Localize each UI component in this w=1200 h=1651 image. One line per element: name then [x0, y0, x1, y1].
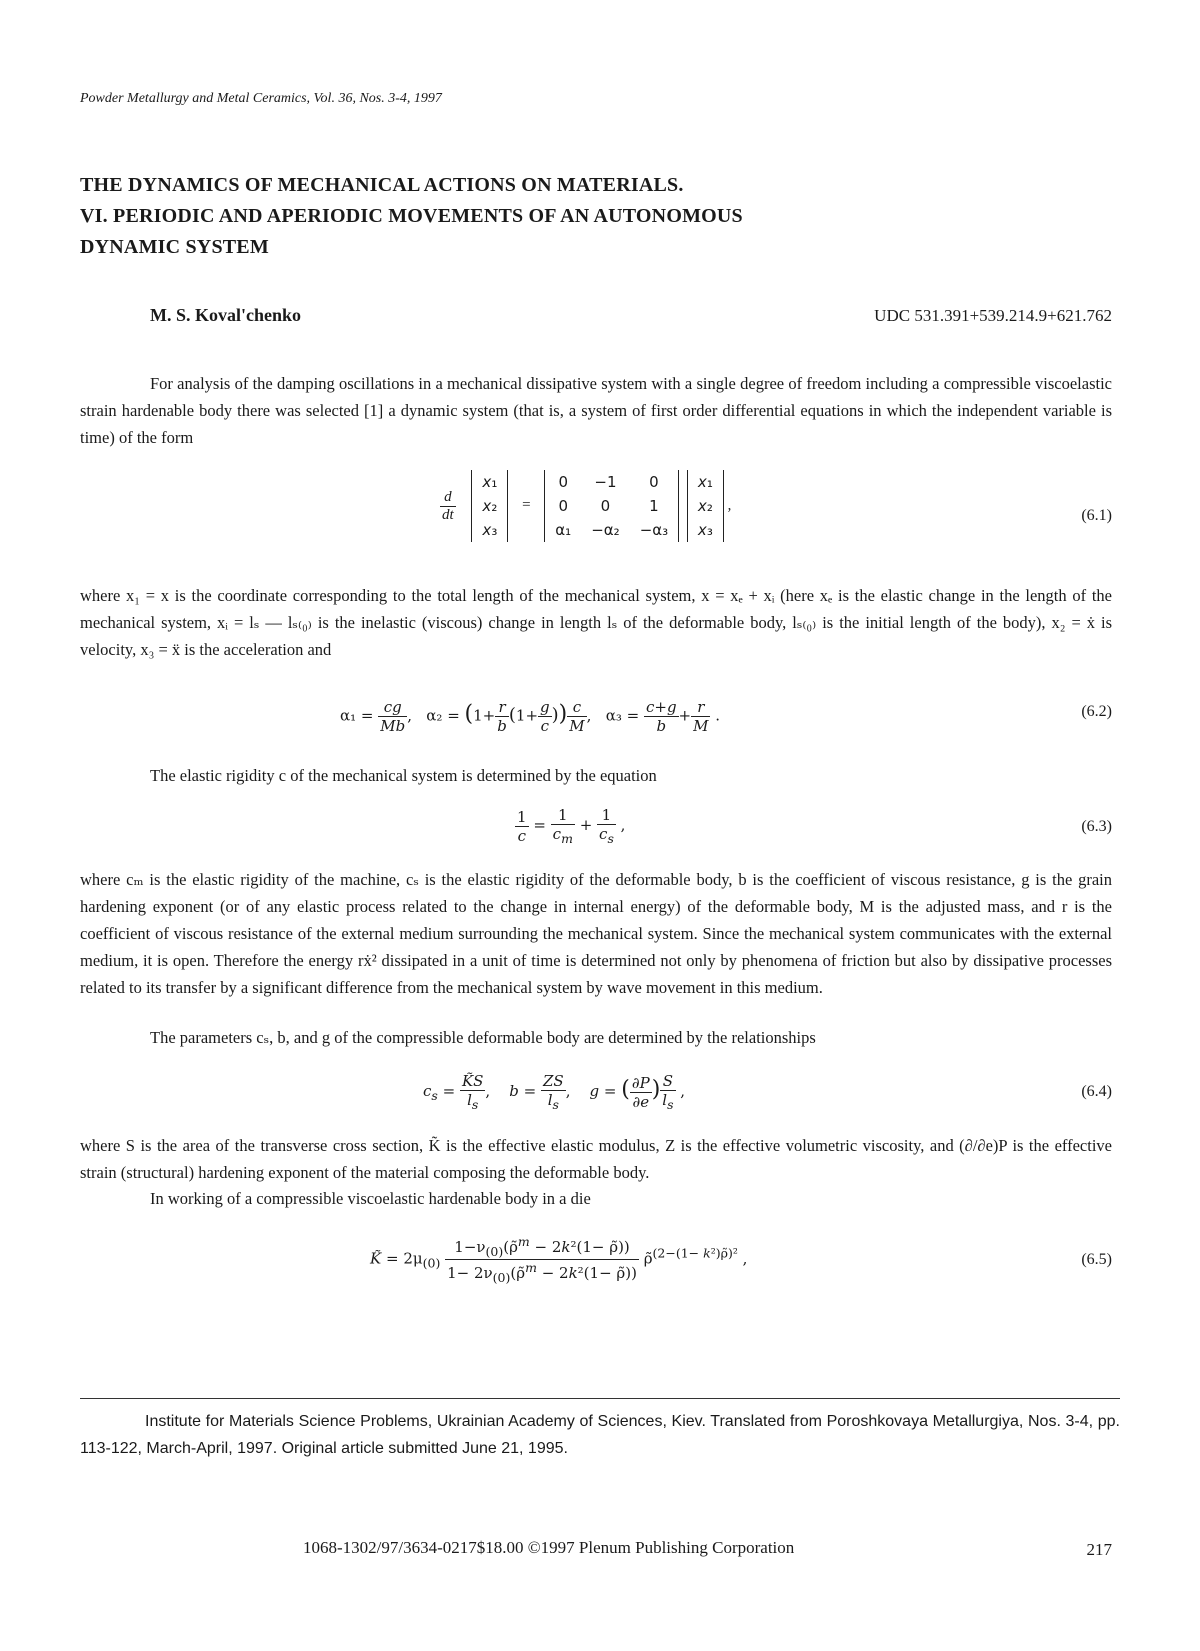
equation-6-5: K̃ = $2\mu_{(0)}$ $\frac{1-\nu_{(0)}(\rhõ^m - 2k^2(1- \rhõ))}{1- 2\nu_{(0)}(\rhõ^m - 2k^2(1- \rhõ))}$ ρ̃$^{(2-(1- k^2)\rhõ)^2}$ ,	[370, 1234, 748, 1285]
paragraph-variables: where x₁ = x is the coordinate corresponding to the total length of the mechanical system, x = xₑ + xᵢ (here xₑ is the elastic change in the length of the mechanical system, xᵢ = lₛ — lₛ₍₀₎ is the inelastic (viscous) change in length lₛ of the deformable body, lₛ₍₀₎ is the initial length of the body), x₂ = ẋ is velocity, x₃ = ẍ is the acceleration and	[80, 586, 1112, 659]
page-number: 217	[1086, 1540, 1112, 1559]
author-name: M. S. Koval'chenko	[150, 305, 302, 325]
equation-6-3: $\frac{1}{c}$ = $\frac{1}{c_m}$ + $\frac{1}{c_s}$ ,	[517, 806, 626, 846]
paragraph-die: In working of a compressible viscoelastic hardenable body in a die	[150, 1189, 591, 1208]
footnote-divider	[80, 1398, 1120, 1399]
equation-6-1: $\frac{d}{dt}$ x₁ x₂ x₃ = 0 −1 0 0 0 1 α₁ −α₂ −α₃ x₁ x₂ x₃ ,	[440, 470, 731, 542]
udc-code: UDC 531.391+539.214.9+621.762	[874, 306, 1112, 325]
title-line-2: VI. PERIODIC AND APERIODIC MOVEMENTS OF AN AUTONOMOUS	[80, 205, 743, 227]
paragraph-area: where S is the area of the transverse cross section, K̃ is the effective elastic modulus, Z is the effective volumetric viscosity, and (∂/∂e)P is the effective strain (structural) hardening exponent of the material composing the deformable body.	[80, 1136, 1112, 1182]
copyright-line: 1068-1302/97/3634-0217$18.00 ©1997 Plenum Publishing Corporation	[303, 1538, 795, 1557]
paragraph-definitions: where cₘ is the elastic rigidity of the machine, cₛ is the elastic rigidity of the deformable body, b is the coefficient of viscous resistance, g is the grain hardening exponent (or of any elastic process related to the change in internal energy) of the deformable body, M is the adjusted mass, and r is the coefficient of viscous resistance of the external medium surrounding the mechanical system. Since the mechanical system communicates with the external medium, it is open. Therefore the energy rẋ² dissipated in a unit of time is determined not only by phenomena of friction but also by dissipative processes related to its transfer by a significant difference from the mechanical system by wave movement in this medium.	[80, 870, 1112, 997]
title-line-1: THE DYNAMICS OF MECHANICAL ACTIONS ON MATERIALS.	[80, 174, 684, 196]
equation-number-6-2: (6.2)	[1081, 703, 1112, 720]
equation-number-6-3: (6.3)	[1081, 818, 1112, 835]
title-line-3: DYNAMIC SYSTEM	[80, 236, 269, 258]
equation-6-2: α₁ = $\frac{cg}{Mb}$ , α₂ = (1+ $\frac{r}{b}$ (1+ $\frac{g}{c}$ )) $\frac{c}{M}$ , α₃ = $\frac{c+g}{b}$ + $\frac{r}{M}$ .	[340, 698, 721, 735]
equation-number-6-1: (6.1)	[1081, 507, 1112, 524]
article-title	[80, 170, 743, 263]
paragraph-intro: For analysis of the damping oscillations in a mechanical dissipative system with a single degree of freedom including a compressible viscoelastic strain hardenable body there was selected [1] a dynamic system (that is, a system of first order differential equations in which the independent variable is time) of the form	[80, 374, 1112, 447]
equation-6-4: $c_s$ = $\frac{K̃S}{l_s}$ , b = $\frac{ZS}{l_s}$ , g = ( $\frac{\partial P}{\partial e}$ ) $\frac{S}{l_s}$ ,	[423, 1072, 686, 1112]
equation-number-6-5: (6.5)	[1081, 1251, 1112, 1268]
paragraph-parameters: The parameters cₛ, b, and g of the compressible deformable body are determined by the relationships	[150, 1028, 816, 1047]
journal-header: Powder Metallurgy and Metal Ceramics, Vol. 36, Nos. 3-4, 1997	[80, 91, 442, 106]
footnote: Institute for Materials Science Problems, Ukrainian Academy of Sciences, Kiev. Translated from Poroshkovaya Metallurgiya, Nos. 3-4, pp. 113-122, March-April, 1997. Original article submitted June 21, 1995.	[80, 1413, 1120, 1457]
equation-number-6-4: (6.4)	[1081, 1083, 1112, 1100]
paragraph-rigidity: The elastic rigidity c of the mechanical system is determined by the equation	[150, 766, 657, 785]
